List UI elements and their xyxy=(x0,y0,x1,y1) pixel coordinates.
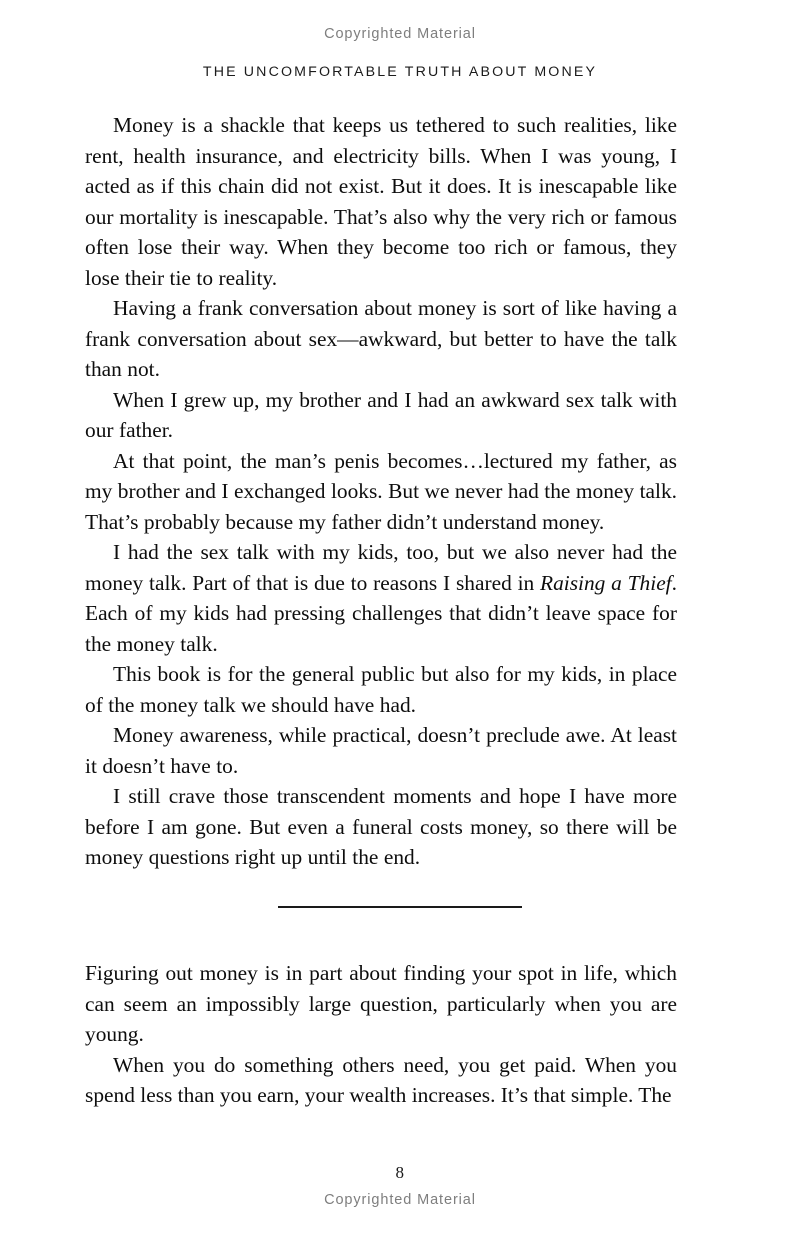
paragraph-text-lead: I had the sex talk with my kids, too, but we also never had the money talk. Part of that is due to reasons I shared in xyxy=(85,540,677,595)
copyright-watermark-bottom: Copyrighted Material xyxy=(324,1192,476,1208)
running-head: THE UNCOMFORTABLE TRUTH ABOUT MONEY xyxy=(202,64,598,80)
section-break-divider xyxy=(0,906,800,920)
body-text-lower xyxy=(85,958,677,1111)
paragraph-with-book-title xyxy=(85,537,677,659)
body-text-upper xyxy=(85,110,677,873)
paragraph: I still crave those transcendent moments and hope I have more before I am gone. But even a funeral costs money, so there will be money questions right up until the end. xyxy=(85,784,677,869)
paragraph: Money is a shackle that keeps us tethered to such realities, like rent, health insurance, and electricity bills. When I was young, I acted as if this chain did not exist. But it does. It is inescapable like our mortality is inescapable. That’s also why the very rich or famous often lose their way. When they become too rich or famous, they lose their tie to reality. xyxy=(85,113,677,290)
horizontal-rule xyxy=(278,906,522,908)
paragraph: When you do something others need, you get paid. When you spend less than you earn, your wealth increases. It’s that simple. The xyxy=(85,1052,677,1107)
book-title-italic: Raising a Thief xyxy=(540,570,672,595)
paragraph: This book is for the general public but also for my kids, in place of the money talk we should have had. xyxy=(85,662,677,717)
page-number: 8 xyxy=(395,1163,405,1182)
paragraph: Having a frank conversation about money is sort of like having a frank conversation about sex—awkward, but better to have the talk than not. xyxy=(85,296,677,381)
copyright-watermark-top: Copyrighted Material xyxy=(324,26,476,42)
paragraph: At that point, the man’s penis becomes…lectured my father, as my brother and I exchanged looks. But we never had the money talk. That’s probably because my father didn’t understand money. xyxy=(85,448,677,534)
paragraph-text-tail: . Each of my kids had pressing challenges that didn’t leave space for the money talk. xyxy=(85,570,677,656)
paragraph: Money awareness, while practical, doesn’t preclude awe. At least it doesn’t have to. xyxy=(85,723,677,778)
paragraph: Figuring out money is in part about finding your spot in life, which can seem an impossibly large question, particularly when you are young. xyxy=(85,961,677,1046)
paragraph: When I grew up, my brother and I had an awkward sex talk with our father. xyxy=(85,387,677,442)
